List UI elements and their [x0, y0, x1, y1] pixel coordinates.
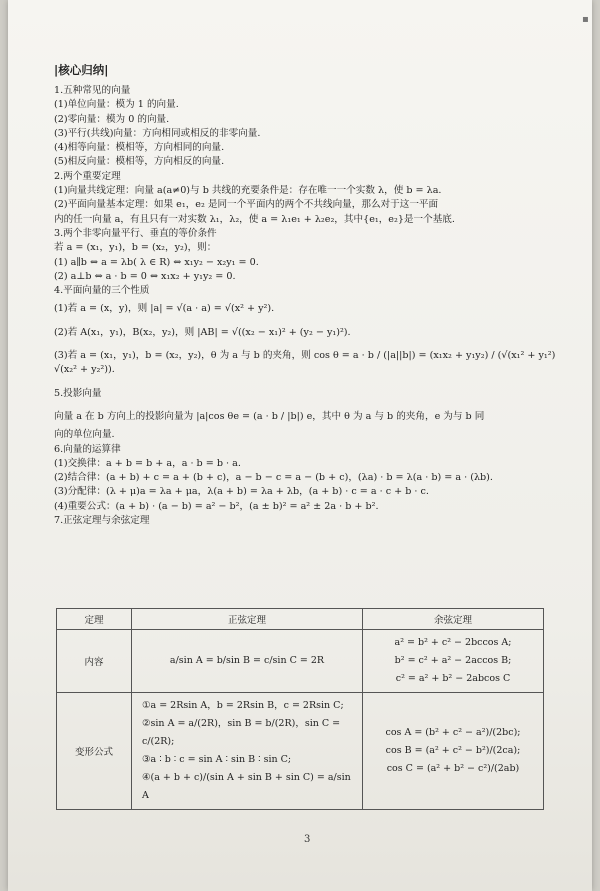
formula-line: cos C = (a² + b² − c²)/(2ab) [386, 763, 520, 774]
table-header: 定理 [57, 609, 132, 630]
text-line: (2)结合律：(a + b) + c = a + (b + c)，a − b − c = a − (b + c)，(λa) · b = λ(a · b) = a · (λb). [54, 472, 493, 484]
formula-line: cos A = (b² + c² − a²)/(2bc); [385, 727, 521, 738]
formula-line: ②sin A = a/(2R)，sin B = b/(2R)，sin C = c/(2R); [142, 718, 341, 747]
text-line: (2)若 A(x₁，y₁)，B(x₂，y₂)，则 |AB| = √((x₂ − x₁)² + (y₂ − y₁)²). [54, 326, 351, 338]
cosine-variants [363, 693, 544, 810]
sine-content [132, 630, 363, 693]
table-row [57, 693, 544, 810]
text-line: 2.两个重要定理 [54, 170, 121, 182]
content-block [54, 62, 574, 528]
table-header: 余弦定理 [363, 609, 544, 630]
text-line: (1)若 a = (x，y)，则 |a| = √(a · a) = √(x² + y²). [54, 303, 275, 315]
text-line: 3.两个非零向量平行、垂直的等价条件 [54, 227, 217, 239]
text-line: (1)交换律：a + b = b + a，a · b = b · a. [54, 457, 241, 469]
text-line: (1)单位向量：模为 1 的向量. [54, 99, 179, 111]
corner-mark: ▪ [582, 14, 589, 25]
formula-line: cos B = (a² + c² − b²)/(2ca); [385, 745, 521, 756]
text-line: 5.投影向量 [54, 387, 102, 399]
text-line: 内的任一向量 a，有且只有一对实数 λ₁，λ₂，使 a = λ₁e₁ + λ₂e₂，其中{e₁，e₂}是一个基底. [54, 213, 455, 225]
text-line: (3)平行(共线)向量：方向相同或相反的非零向量. [54, 127, 261, 139]
page-number: 3 [304, 834, 311, 845]
document-page [8, 0, 592, 891]
text-line: (1) a∥b ⇔ a = λb( λ ∈ R) ⇔ x₁y₂ − x₂y₁ = 0. [54, 256, 259, 268]
text-line: (2)零向量：模为 0 的向量. [54, 113, 170, 125]
formula-line: b² = c² + a² − 2accos B; [394, 655, 512, 666]
text-line: 4.平面向量的三个性质 [54, 285, 150, 297]
text-line: (1)向量共线定理：向量 a(a≠0)与 b 共线的充要条件是：存在唯一一个实数 λ，使 b = λa. [54, 185, 442, 197]
text-line: 6.向量的运算律 [54, 443, 121, 455]
text-line: (4)相等向量：模相等，方向相同的向量. [54, 142, 225, 154]
text-line: 若 a = (x₁，y₁)，b = (x₂，y₂)，则： [54, 242, 217, 254]
theorem-table [56, 608, 544, 810]
text-line: 1.五种常见的向量 [54, 85, 131, 96]
section-title: |核心归纳| [54, 63, 109, 77]
text-line: (4)重要公式：(a + b) · (a − b) = a² − b²，(a ± b)² = a² ± 2a · b + b². [54, 500, 379, 512]
formula-line: a/sin A = b/sin B = c/sin C = 2R [169, 655, 325, 666]
text-line: (2) a⊥b ⇔ a · b = 0 ⇔ x₁x₂ + y₁y₂ = 0. [54, 270, 236, 282]
text-line: (5)相反向量：模相等，方向相反的向量. [54, 156, 225, 168]
cosine-content [363, 630, 544, 693]
sine-variants [132, 693, 363, 810]
table-header-row [57, 609, 544, 630]
formula-line: a² = b² + c² − 2bccos A; [394, 637, 512, 648]
formula-line: ④(a + b + c)/(sin A + sin B + sin C) = a/sin A [142, 772, 351, 801]
text-line: 7.正弦定理与余弦定理 [54, 515, 150, 527]
table-row [57, 630, 544, 693]
table-header: 正弦定理 [132, 609, 363, 630]
text-line: 向的单位向量. [54, 429, 115, 441]
text-line: (2)平面向量基本定理：如果 e₁，e₂ 是同一个平面内的两个不共线向量，那么对于这一平面 [54, 199, 439, 211]
row-label: 内容 [57, 630, 132, 693]
formula-line: ③a ∶ b ∶ c = sin A ∶ sin B ∶ sin C; [142, 754, 292, 765]
formula-line: ①a = 2Rsin A，b = 2Rsin B，c = 2Rsin C; [142, 700, 344, 711]
text-line: (3)分配律：(λ + μ)a = λa + μa，λ(a + b) = λa + λb，(a + b) · c = a · c + b · c. [54, 486, 429, 498]
row-label: 变形公式 [57, 693, 132, 810]
text-line: 向量 a 在 b 方向上的投影向量为 |a|cos θe = (a · b / |b|) e，其中 θ 为 a 与 b 的夹角，e 为与 b 同 [54, 410, 485, 422]
text-line: (3)若 a = (x₁，y₁)，b = (x₂，y₂)，θ 为 a 与 b 的夹角，则 cos θ = a · b / (|a||b|) = (x₁x₂ + y₁y₂) / (√(x₁² + y₁²) √(x₂² + y₂²)). [54, 350, 556, 376]
formula-line: c² = a² + b² − 2abcos C [395, 673, 511, 684]
